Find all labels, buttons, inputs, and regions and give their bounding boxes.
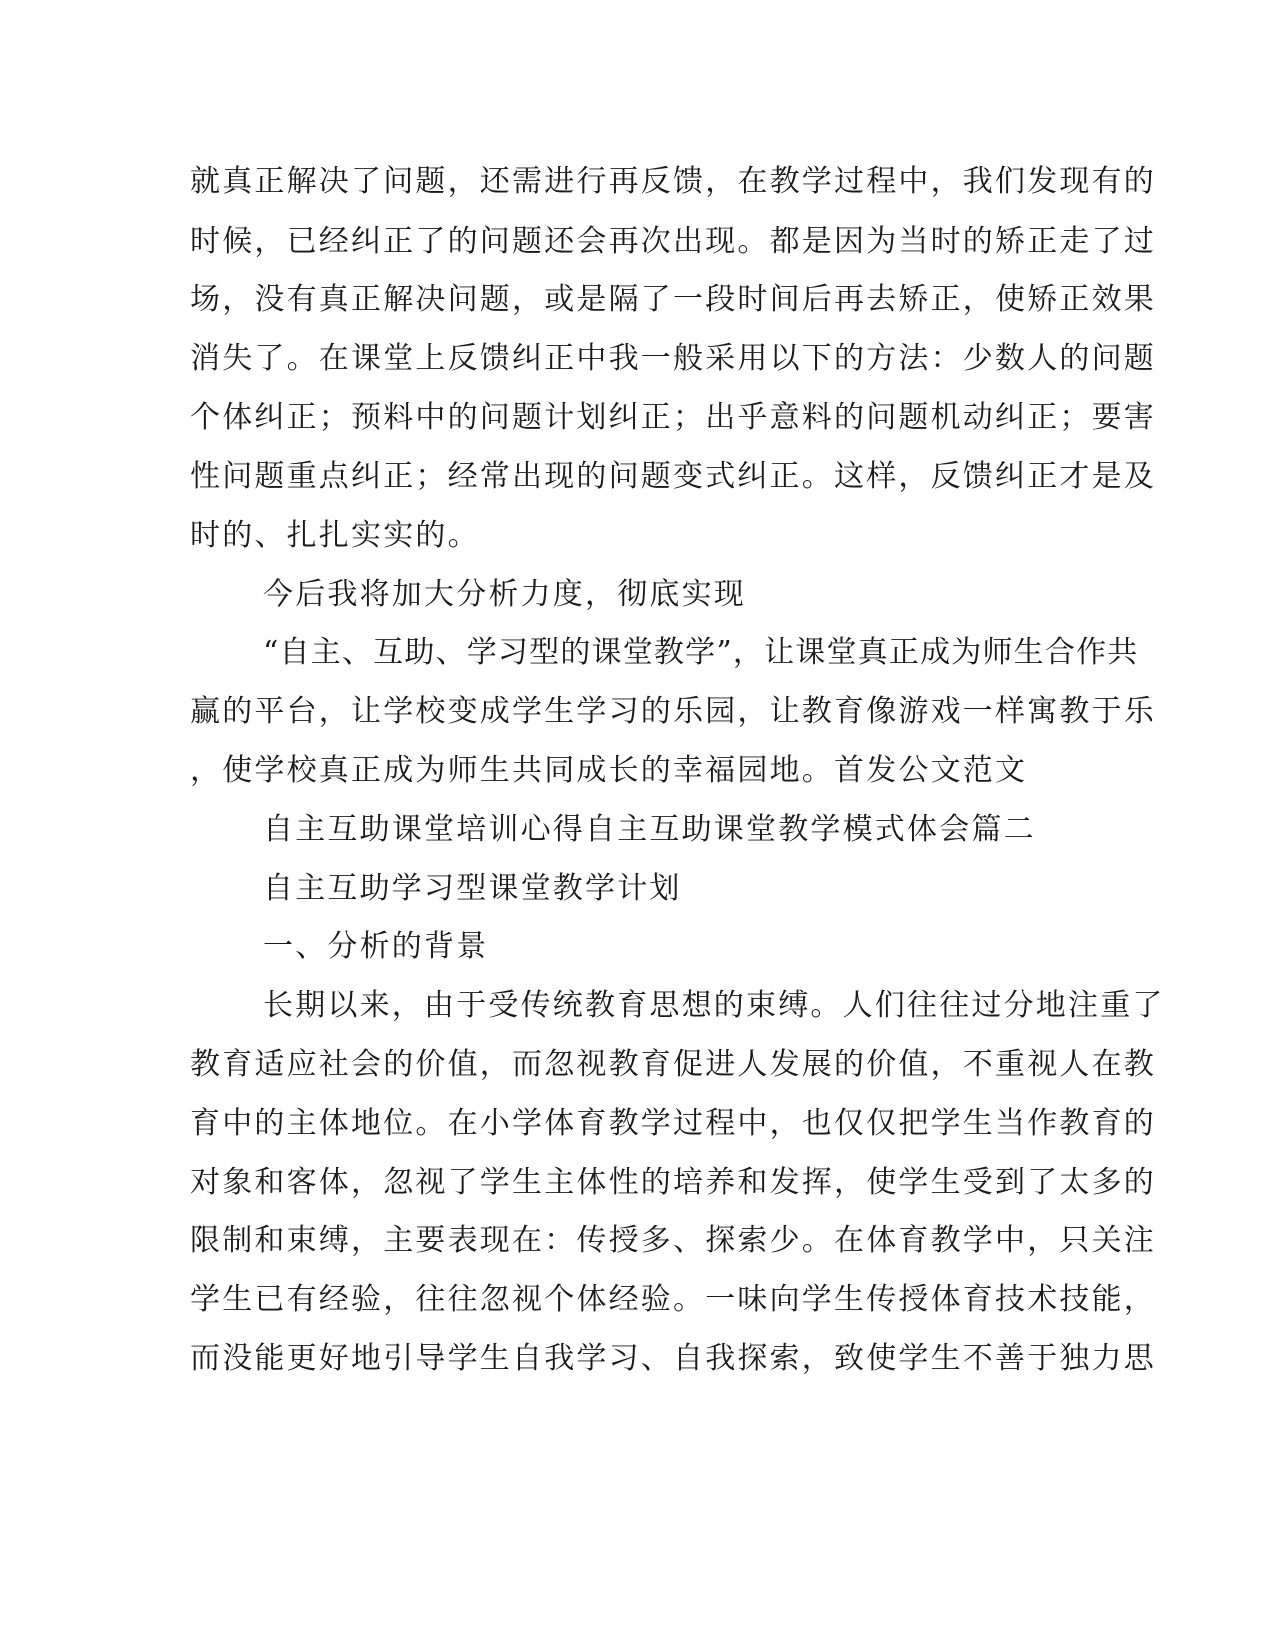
paragraph-line: 限制和束缚，主要表现在：传授多、探索少。在体育教学中，只关注 (190, 1223, 1156, 1258)
paragraph-line: 时的、扎扎实实的。 (190, 518, 480, 553)
paragraph-line: 性问题重点纠正；经常出现的问题变式纠正。这样，反馈纠正才是及 (190, 459, 1156, 494)
section-heading: 自主互助课堂培训心得自主互助课堂教学模式体会篇二 (263, 812, 1036, 847)
paragraph-line: 赢的平台，让学校变成学生学习的乐园，让教育像游戏一样寓教于乐 (190, 694, 1156, 729)
paragraph-line: “自主、互助、学习型的课堂教学”，让课堂真正成为师生合作共 (263, 635, 1139, 670)
paragraph-line: ，使学校真正成为师生共同成长的幸福园地。首发公文范文 (190, 753, 1028, 788)
paragraph-line: 而没能更好地引导学生自我学习、自我探索，致使学生不善于独力思 (190, 1341, 1156, 1376)
paragraph-line: 就真正解决了问题，还需进行再反馈，在教学过程中，我们发现有的 (190, 164, 1156, 199)
paragraph-line: 育中的主体地位。在小学体育教学过程中，也仅仅把学生当作教育的 (190, 1106, 1156, 1141)
paragraph-line: 今后我将加大分析力度，彻底实现 (263, 577, 746, 612)
paragraph-line: 长期以来，由于受传统教育思想的束缚。人们往往过分地注重了 (263, 988, 1165, 1023)
paragraph-line: 对象和客体，忽视了学生主体性的培养和发挥，使学生受到了太多的 (190, 1165, 1156, 1200)
section-heading: 一、分析的背景 (263, 929, 489, 964)
paragraph-line: 消失了。在课堂上反馈纠正中我一般采用以下的方法：少数人的问题 (190, 341, 1156, 376)
paragraph-line: 教育适应社会的价值，而忽视教育促进人发展的价值，不重视人在教 (190, 1047, 1156, 1082)
section-heading: 自主互助学习型课堂教学计划 (263, 871, 682, 906)
paragraph-line: 学生已有经验，往往忽视个体经验。一味向学生传授体育技术技能， (190, 1282, 1156, 1317)
paragraph-line: 场，没有真正解决问题，或是隔了一段时间后再去矫正，使矫正效果 (190, 282, 1156, 317)
paragraph-line: 个体纠正；预料中的问题计划纠正；出乎意料的问题机动纠正；要害 (190, 400, 1156, 435)
paragraph-line: 时候，已经纠正了的问题还会再次出现。都是因为当时的矫正走了过 (190, 224, 1156, 259)
